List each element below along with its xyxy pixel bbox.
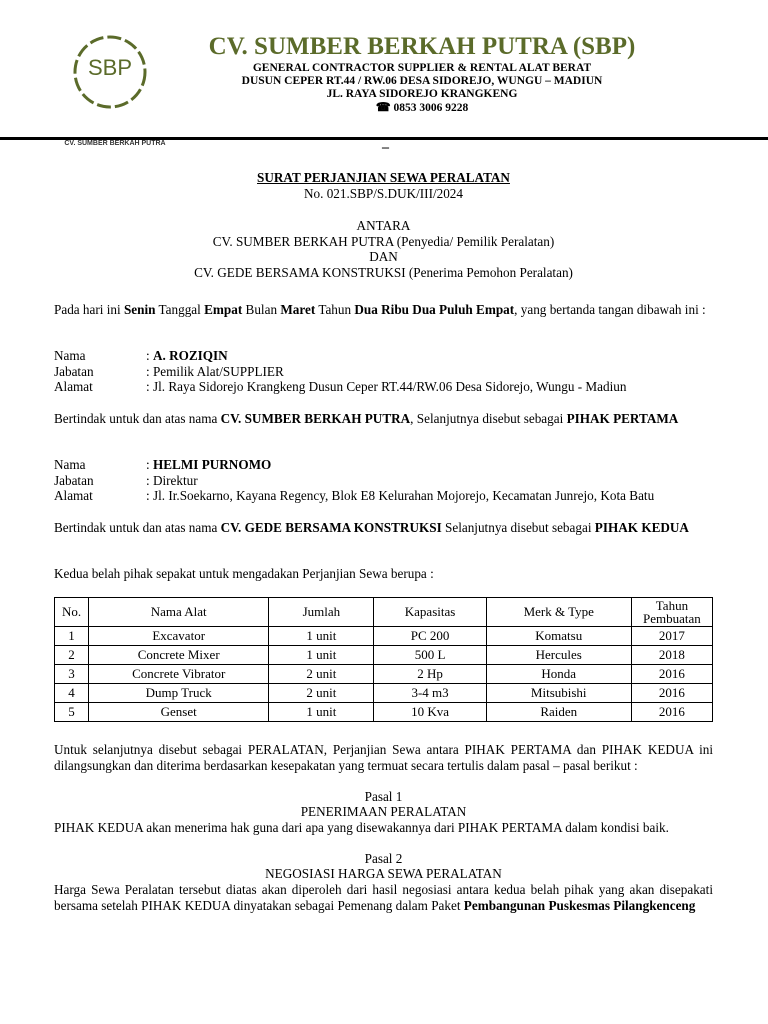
party-2-title: CV. GEDE BERSAMA KONSTRUKSI (Penerima Pemohon Peralatan) [194, 264, 573, 280]
table-row: 4 Dump Truck 2 unit 3-4 m3 Mitsubishi 2016 [55, 684, 713, 703]
letterhead [172, 32, 672, 115]
party-1-address: Jl. Raya Sidorejo Krangkeng Dusun Ceper RT.44/RW.06 Desa Sidorejo, Wungu - Madiun [152, 379, 627, 394]
letterhead-phone [172, 101, 672, 115]
separator-dash: – [382, 140, 389, 155]
column-header: Merk & Type [486, 598, 631, 627]
project-name: Pembangunan Puskesmas Pilangkenceng [463, 897, 696, 913]
intro-paragraph: Pada hari ini Senin Tanggal Empat Bulan Maret Tahun Dua Ribu Dua Puluh Empat, yang bertanda tangan dibawah ini : [54, 302, 706, 317]
equipment-table-wrap [54, 597, 713, 722]
agreement-sentence: Kedua belah pihak sepakat untuk mengadakan Perjanjian Sewa berupa : [54, 566, 434, 581]
pasal-1-text: PIHAK KEDUA akan menerima hak guna dari apa yang disewakannya dari PIHAK PERTAMA dalam kondisi baik. [54, 820, 669, 835]
phone-number: 0853 3006 9228 [393, 102, 469, 114]
telephone-icon: ☎ [375, 100, 391, 114]
party-1-name: A. ROZIQIN [152, 348, 228, 363]
pasal-2-text: Harga Sewa Peralatan tersebut diatas akan diperoleh dari hasil negosiasi antara kedua belah pihak yang akan disepakati bersama setelah PIHAK KEDUA dinyatakan sebagai Pemenang dalam Paket Pembangunan Puskesmas Pilangkenceng [54, 882, 713, 913]
party-2-address: Jl. Ir.Soekarno, Kayana Regency, Blok E8 Kelurahan Mojorejo, Kecamatan Junrejo, Kota Batu [152, 488, 655, 503]
equipment-table [54, 597, 713, 722]
table-header-row [55, 598, 713, 627]
pasal-1-label: Pasal 1 [364, 789, 403, 804]
antara-label: ANTARA [356, 218, 411, 233]
column-header: Jumlah [269, 598, 374, 627]
letterhead-line-2: DUSUN CEPER RT.44 / RW.06 DESA SIDOREJO, WUNGU – MADIUN [241, 75, 603, 87]
party-1-details: Nama : A. ROZIQIN Jabatan : Pemilik Alat/SUPPLIER Alamat : Jl. Raya Sidorejo Krangkeng Dusun Ceper RT.44/RW.06 Desa Sidorejo, Wungu - Madiun [54, 348, 627, 394]
document-title-block [54, 170, 713, 280]
logo-caption: CV. SUMBER BERKAH PUTRA [64, 140, 166, 147]
letterhead-line-1: GENERAL CONTRACTOR SUPPLIER & RENTAL ALAT BERAT [252, 62, 592, 74]
intro-year: Dua Ribu Dua Puluh Empat [354, 302, 515, 317]
logo-initials: SBP [87, 55, 133, 80]
party-2-statement: Bertindak untuk dan atas nama CV. GEDE BERSAMA KONSTRUKSI Selanjutnya disebut sebagai PIHAK KEDUA [54, 520, 689, 535]
column-header: No. [55, 598, 89, 627]
table-row: 2 Concrete Mixer 1 unit 500 L Hercules 2018 [55, 646, 713, 665]
after-table-paragraph: Untuk selanjutnya disebut sebagai PERALATAN, Perjanjian Sewa antara PIHAK PERTAMA dan PIHAK KEDUA ini dilangsungkan dan diterima berdasarkan kesepakatan yang termuat secara tertulis dalam pasal – pasal berikut : [54, 742, 713, 773]
pasal-2-title: NEGOSIASI HARGA SEWA PERALATAN [265, 866, 502, 881]
intro-date: Empat [204, 302, 243, 317]
company-name: CV. SUMBER BERKAH PUTRA (SBP) [208, 33, 636, 60]
letterhead-line-3: JL. RAYA SIDOREJO KRANGKENG [326, 88, 518, 100]
party-2-name: HELMI PURNOMO [152, 457, 272, 472]
pasal-1-title: PENERIMAAN PERALATAN [300, 804, 467, 819]
column-header: Nama Alat [89, 598, 269, 627]
intro-day: Senin [123, 302, 156, 317]
party-1-position: Pemilik Alat/SUPPLIER [152, 363, 284, 379]
table-row: 1 Excavator 1 unit PC 200 Komatsu 2017 [55, 627, 713, 646]
pasal-2-label: Pasal 2 [364, 851, 403, 866]
document-title: SURAT PERJANJIAN SEWA PERALATAN [257, 170, 510, 185]
party-2-details: Nama : HELMI PURNOMO Jabatan : Direktur Alamat : Jl. Ir.Soekarno, Kayana Regency, Blok E8 Kelurahan Mojorejo, Kecamatan Junrejo, Kota Batu [54, 457, 655, 503]
party-2-position: Direktur [152, 472, 198, 488]
party-1-statement: Bertindak untuk dan atas nama CV. SUMBER BERKAH PUTRA, Selanjutnya disebut sebagai PIHAK PERTAMA [54, 411, 679, 426]
document-number: No. 021.SBP/S.DUK/III/2024 [304, 185, 463, 201]
company-logo [60, 34, 170, 147]
column-header: Tahun Pembuatan [631, 598, 712, 627]
column-header: Kapasitas [374, 598, 486, 627]
table-row: 5 Genset 1 unit 10 Kva Raiden 2016 [55, 703, 713, 722]
party-1-title: CV. SUMBER BERKAH PUTRA (Penyedia/ Pemilik Peralatan) [212, 233, 555, 249]
intro-month: Maret [280, 302, 316, 317]
table-row: 3 Concrete Vibrator 2 unit 2 Hp Honda 2016 [55, 665, 713, 684]
dan-label: DAN [369, 249, 398, 264]
